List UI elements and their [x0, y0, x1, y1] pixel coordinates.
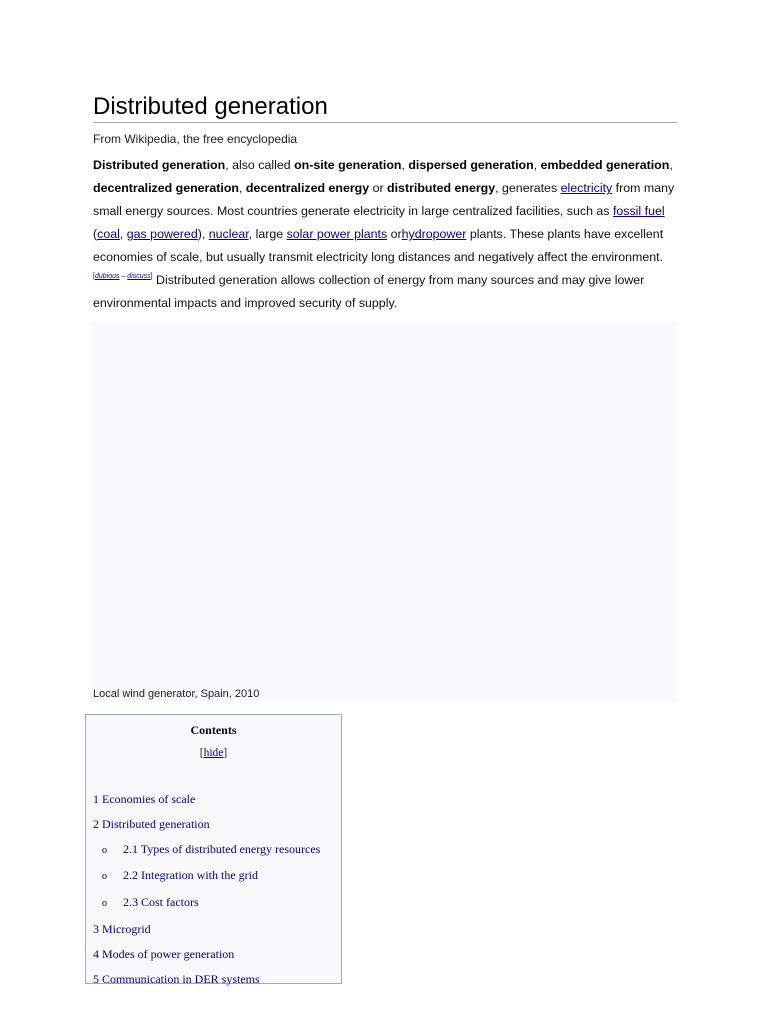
link-coal[interactable]: coal [97, 227, 120, 241]
toc-list [93, 787, 320, 991]
text: , also called [225, 158, 295, 172]
bullet-icon: o [102, 898, 107, 910]
intro-paragraph [93, 154, 677, 315]
text: , [238, 181, 246, 195]
text: , [119, 227, 127, 241]
bracket: [ [93, 273, 95, 280]
text: or [387, 227, 402, 241]
toc-toggle [86, 747, 341, 759]
bracket: [ [199, 747, 204, 759]
toc-item-communication-in-der[interactable]: 5 Communication in DER systems [93, 971, 260, 986]
link-fossil-fuel[interactable]: fossil fuel [612, 204, 665, 218]
text: ( [93, 227, 98, 241]
toc-title: Contents [190, 723, 237, 737]
bold-term: embedded generation [540, 158, 670, 172]
toc-item-integration-with-grid[interactable]: 2.2 Integration with the grid [123, 868, 258, 883]
toc-subitem [93, 863, 320, 890]
toc-item-types-of-der[interactable]: 2.1 Types of distributed energy resources [123, 841, 321, 856]
toc-item-cost-factors[interactable]: 2.3 Cost factors [123, 895, 199, 910]
link-electricity[interactable]: electricity [560, 181, 613, 195]
figure-image-placeholder[interactable] [91, 322, 677, 702]
toc-item-economies-of-scale[interactable]: 1 Economies of scale [93, 792, 196, 806]
text: , generates [495, 181, 561, 195]
bold-term: dispersed generation [408, 158, 534, 172]
dubious-tag [93, 273, 153, 280]
text: or [369, 181, 388, 195]
text: plants. These plants have excellent economies of scale, but usually transmit electricity long distances and negatively affect the environment. [93, 227, 664, 264]
page-title: Distributed generation [93, 92, 677, 123]
link-dubious[interactable]: dubious [94, 273, 120, 280]
toc-hide-link[interactable]: hide [203, 747, 224, 759]
text: from many small energy sources. Most countries generate electricity in large centralized facilities, such as [93, 181, 675, 218]
text: , [533, 158, 541, 172]
bold-term: decentralized energy [245, 181, 370, 195]
text: , large [248, 227, 287, 241]
figure-caption: Local wind generator, Spain, 2010 [93, 688, 260, 700]
link-discuss[interactable]: discuss [127, 273, 151, 280]
bracket: ] [150, 273, 153, 280]
text: , [669, 158, 673, 172]
bullet-icon: o [102, 871, 107, 883]
bold-term: decentralized generation [93, 181, 239, 195]
table-of-contents [85, 714, 342, 984]
toc-item-modes-of-power-generation[interactable]: 4 Modes of power generation [93, 946, 235, 961]
article-content [93, 92, 677, 327]
toc-item-distributed-generation[interactable]: 2 Distributed generation [93, 816, 210, 831]
bold-term: Distributed generation [93, 158, 226, 172]
text: , [401, 158, 409, 172]
bullet-icon: o [102, 844, 107, 856]
link-solar-power-plants[interactable]: solar power plants [286, 227, 388, 241]
link-gas-powered[interactable]: gas powered [126, 227, 198, 241]
separator: – [119, 273, 128, 280]
link-nuclear[interactable]: nuclear [208, 227, 249, 241]
toc-subitem [93, 837, 320, 864]
bracket: ] [223, 747, 228, 759]
toc-item-microgrid[interactable]: 3 Microgrid [93, 921, 151, 936]
text: ), [197, 227, 209, 241]
text: Distributed generation allows collection of energy from many sources and may give lower environmental impacts and improved security of supply. [93, 273, 645, 310]
link-hydropower[interactable]: hydropower [401, 227, 467, 241]
bold-term: distributed energy [387, 181, 496, 195]
bold-term: on-site generation [294, 158, 402, 172]
toc-subitem [93, 890, 320, 917]
site-tagline: From Wikipedia, the free encyclopedia [93, 132, 298, 146]
